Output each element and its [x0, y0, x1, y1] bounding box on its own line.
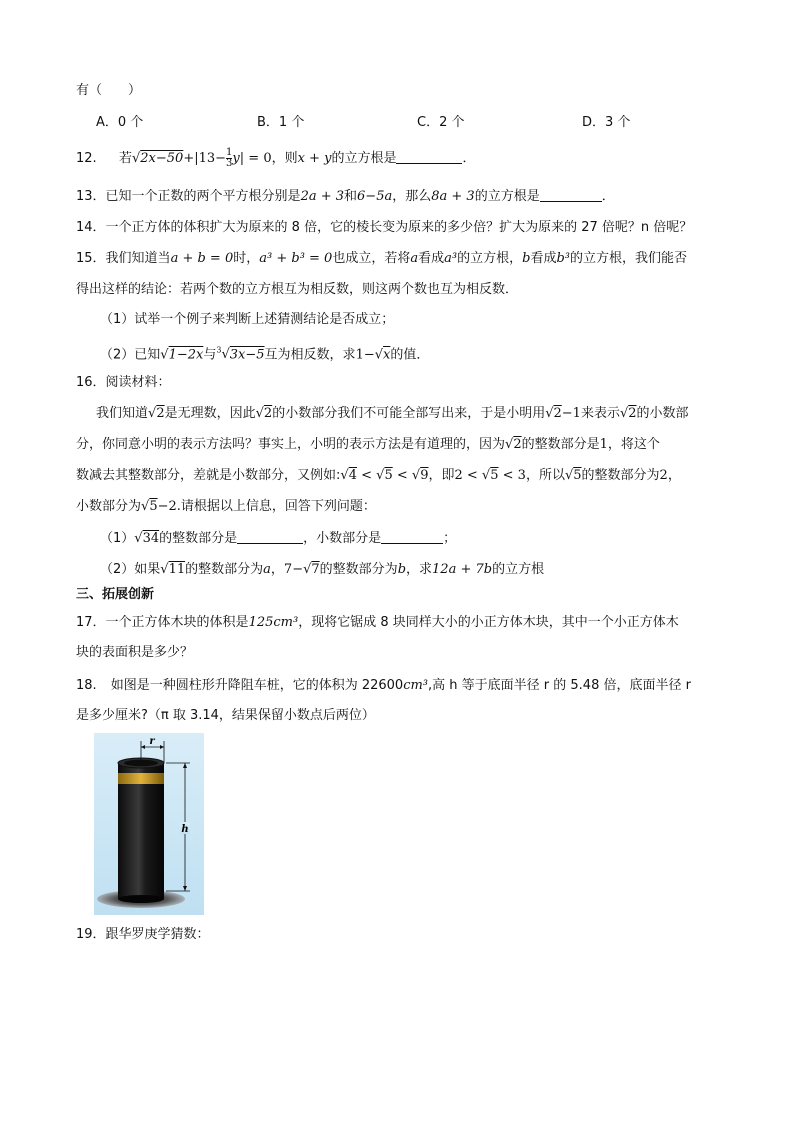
- q12-abs-end: | = 0，则: [239, 151, 298, 166]
- sqrt-icon: √: [303, 562, 312, 577]
- sqrt-icon: √: [134, 531, 143, 546]
- question-17-line-1: [76, 613, 679, 633]
- q16-l3-b: ，即: [428, 468, 455, 483]
- q12-end: ．: [462, 151, 476, 166]
- q12-mid: +|13−: [183, 151, 227, 166]
- q18-number: 18.: [76, 678, 97, 693]
- sqrt-icon: √: [374, 347, 384, 363]
- q16-l4-b: .请根据以上信息，回答下列问题：: [176, 499, 376, 514]
- q17-line-2: 块的表面积是多少？: [76, 645, 194, 660]
- r-label: r: [149, 736, 155, 747]
- q11-option-b: B．1 个: [257, 115, 305, 130]
- q13-answer-blank[interactable]: [540, 187, 602, 202]
- q16-root-34: 34: [142, 531, 160, 546]
- sqrt-icon: √: [340, 468, 349, 483]
- q16-p2-d: ，求: [406, 562, 433, 577]
- q16-p2-a: 的整数部分为: [185, 562, 264, 577]
- q16-var-a: a: [263, 562, 271, 577]
- q15-l1-mid: 也成立，若将: [332, 251, 411, 266]
- question-16-title: [76, 373, 171, 393]
- q16-p1-b: ，小数部分是: [303, 531, 382, 546]
- q15-l1-pre: 我们知道当: [105, 251, 171, 266]
- q13-expr-3: 8a + 3: [431, 189, 475, 204]
- q16-p2-expr-2: 12a + 7b: [432, 562, 493, 577]
- q16-one: 1: [599, 437, 608, 452]
- sqrt-icon: √: [505, 437, 514, 452]
- q16-l1-a: 是无理数，因此: [164, 406, 256, 421]
- q15-cube-root: 的立方根，: [457, 251, 523, 266]
- q13-post: 的立方根是: [474, 189, 540, 204]
- q16-l3-a: 数减去其整数部分，差就是小数部分，又例如:: [76, 468, 341, 483]
- q16-root-9: 9: [420, 468, 429, 483]
- q16-root-5d: 5: [149, 499, 158, 514]
- q15-number: 15．: [76, 251, 106, 266]
- bollard-figure: [94, 733, 204, 915]
- q16-l4-a: 小数部分为: [76, 499, 142, 514]
- q16-p1-decimal-blank[interactable]: [381, 529, 443, 544]
- q13-and: 和: [344, 189, 358, 204]
- q16-line-2: [76, 435, 660, 455]
- q17-number: 17．: [76, 615, 106, 630]
- q17-l1-post: ，现将它锯成 8 块同样大小的小正方体木块，其中一个小正方体木: [298, 615, 679, 630]
- sqrt-icon: √: [160, 562, 169, 577]
- q15-part-2: [100, 341, 429, 365]
- q16-lt-2: <: [392, 468, 412, 483]
- q18-line-2: 是多少厘米?（π 取 3.14，结果保留小数点后两位）: [76, 708, 375, 723]
- q16-l3-e: 2，: [659, 468, 681, 483]
- q15-expr-sum: a + b = 0: [170, 251, 234, 266]
- sqrt-icon: √: [619, 406, 629, 421]
- q16-var-b: b: [397, 562, 407, 577]
- q12-answer-blank[interactable]: [396, 149, 462, 164]
- q16-l3-c: ，所以: [525, 468, 565, 483]
- q16-root-5c: 5: [573, 468, 582, 483]
- q16-l2-c: ，将这个: [607, 437, 660, 452]
- sqrt-icon: √: [411, 468, 421, 483]
- q12-number: 12.: [76, 151, 97, 166]
- q15-expr-cubes: a³ + b³ = 0: [259, 251, 333, 266]
- q16-l1-d: 的小数部: [636, 406, 689, 421]
- q16-minus-2: −2: [157, 499, 177, 514]
- q13-number: 13．: [76, 189, 106, 204]
- q16-title: 阅读材料：: [105, 375, 171, 390]
- q15-see: 看成: [418, 251, 445, 266]
- q16-p2-b: ，: [270, 562, 284, 577]
- q16-lt-three: < 3: [498, 468, 526, 483]
- cube-root-icon: $^3$√: [216, 346, 230, 363]
- q12-frac-num: 1: [226, 147, 233, 158]
- q12-expr: x + y: [297, 151, 332, 166]
- q16-root-2e: 2: [513, 437, 522, 452]
- q16-p2-c: 的整数部分为: [319, 562, 398, 577]
- q16-p1-pre: （1）: [100, 531, 135, 546]
- q16-part-1: [100, 529, 456, 549]
- bollard-illustration: [94, 733, 204, 915]
- sqrt-icon: √: [148, 406, 157, 421]
- q15-a-cubed: a³: [444, 251, 458, 266]
- q17-volume: 125cm³: [248, 615, 299, 630]
- sqrt-icon: √: [545, 406, 554, 421]
- q16-p2-pre: （2）如果: [100, 562, 161, 577]
- q16-part-2: [100, 560, 544, 580]
- q18-unit: cm³: [403, 678, 429, 693]
- question-18-line-1: [76, 676, 691, 696]
- question-14: [76, 218, 692, 238]
- q11-option-d: D．3 个: [582, 115, 631, 130]
- q16-l1-pre: 我们知道: [96, 406, 149, 421]
- q16-lt-1: <: [356, 468, 377, 483]
- q16-root-2b: 2: [263, 406, 273, 421]
- q19-text: 跟华罗庚学猜数：: [105, 927, 210, 942]
- q16-root-11: 11: [168, 562, 186, 577]
- bollard-reflective-band: [118, 773, 164, 784]
- sqrt-icon: √: [564, 468, 574, 483]
- q15-radicand-2: 3x−5: [229, 347, 265, 363]
- q16-p2-end: 的立方根: [492, 562, 545, 577]
- q16-l1-c: 来表示: [580, 406, 620, 421]
- q18-l1-pre: 如图是一种圆柱形升降阻车桩，它的体积为 22600: [110, 678, 404, 693]
- q12-radicand: 2x−50: [140, 151, 184, 166]
- q12-pre: 若: [118, 151, 132, 166]
- q15-var-b: b: [522, 251, 531, 266]
- q13-expr-2: 6−5a: [357, 189, 393, 204]
- q16-number: 16．: [76, 375, 106, 390]
- q15-p2-and: 与: [203, 347, 217, 363]
- h-label: h: [181, 824, 189, 835]
- q18-l1-post: ,高 h 等于底面半径 r 的 5.48 倍，底面半径 r: [428, 678, 691, 693]
- section-3-title: 三、拓展创新: [76, 587, 155, 602]
- question-15-line-1: [76, 249, 687, 269]
- q16-root-4: 4: [348, 468, 357, 483]
- q13-pre: 已知一个正数的两个平方根分别是: [105, 189, 301, 204]
- q16-root-5a: 5: [384, 468, 393, 483]
- q15-b-cubed: b³: [556, 251, 571, 266]
- q14-number: 14．: [76, 220, 106, 235]
- q16-root-2d: 2: [628, 406, 637, 421]
- q16-root-5b: 5: [490, 468, 499, 483]
- q16-line-1: [96, 404, 689, 424]
- q16-l2-a: 分，你同意小明的表示方法吗？事实上，小明的表示方法是有道理的，因为: [76, 437, 506, 452]
- q15-radicand-x: x: [383, 347, 391, 363]
- question-19: [76, 925, 210, 945]
- q16-l2-b: 的整数部分是: [521, 437, 600, 452]
- q14-text: 一个正方体的体积扩大为原来的 8 倍，它的棱长变为原来的多少倍？扩大为原来的 27 倍呢？n 倍呢？: [105, 220, 693, 235]
- q16-p2-expr: 7−: [283, 562, 304, 577]
- q15-see-2: 看成: [530, 251, 557, 266]
- q15-p2-pre: （2）已知: [100, 347, 161, 363]
- q16-root-2c: 2: [553, 406, 562, 421]
- q16-root-7: 7: [311, 562, 320, 577]
- q16-minus-1: −1: [561, 406, 581, 421]
- q15-part-1: （1）试举一个例子来判断上述猜测结论是否成立；: [100, 312, 395, 327]
- q15-var-a: a: [410, 251, 419, 266]
- q16-two-lt: 2 <: [454, 468, 482, 483]
- q15-line-2: 得出这样的结论：若两个数的立方根互为相反数，则这两个数也互为相反数．: [76, 282, 519, 297]
- q15-l1-end: 的立方根，我们能否: [570, 251, 688, 266]
- q16-l3-d: 的整数部分为: [581, 468, 660, 483]
- q13-expr-1: 2a + 3: [300, 189, 345, 204]
- sqrt-icon: √: [481, 468, 491, 483]
- q19-number: 19．: [76, 927, 106, 942]
- question-13: [76, 187, 615, 207]
- sqrt-icon: √: [376, 468, 385, 483]
- q16-p1-end: ；: [443, 531, 457, 546]
- q15-when: 时，: [233, 251, 260, 266]
- question-12: [76, 148, 475, 169]
- q12-post: 的立方根是: [331, 151, 397, 166]
- sqrt-icon: √: [131, 151, 141, 166]
- q16-l1-b: 的小数部分我们不可能全部写出来，于是小明用: [272, 406, 546, 421]
- q16-p1-integer-blank[interactable]: [237, 529, 303, 544]
- bollard-bottom: [118, 895, 164, 903]
- q15-p2-end: 的值．: [390, 347, 430, 363]
- q16-line-4: [76, 497, 376, 517]
- q13-mid: ，那么: [392, 189, 432, 204]
- q13-end: ．: [601, 189, 615, 204]
- q15-p2-mid: 互为相反数，求: [264, 347, 356, 363]
- q15-radicand-1: 1−2x: [168, 347, 204, 363]
- sqrt-icon: √: [255, 406, 264, 421]
- q16-line-3: [76, 466, 681, 486]
- sqrt-icon: √: [141, 499, 150, 514]
- q16-root-2a: 2: [156, 406, 165, 421]
- q12-frac-den: 3: [226, 158, 233, 169]
- q11-tail: 有（ ）: [76, 83, 142, 98]
- q11-option-a: A．0 个: [96, 115, 144, 130]
- q16-p1-a: 的整数部分是: [159, 531, 238, 546]
- q15-p2-expr: 1−: [355, 347, 375, 363]
- q17-l1-pre: 一个正方体木块的体积是: [105, 615, 249, 630]
- q12-var-y: y: [232, 151, 240, 166]
- q11-option-c: C．2 个: [417, 115, 465, 130]
- sqrt-icon: √: [160, 347, 169, 363]
